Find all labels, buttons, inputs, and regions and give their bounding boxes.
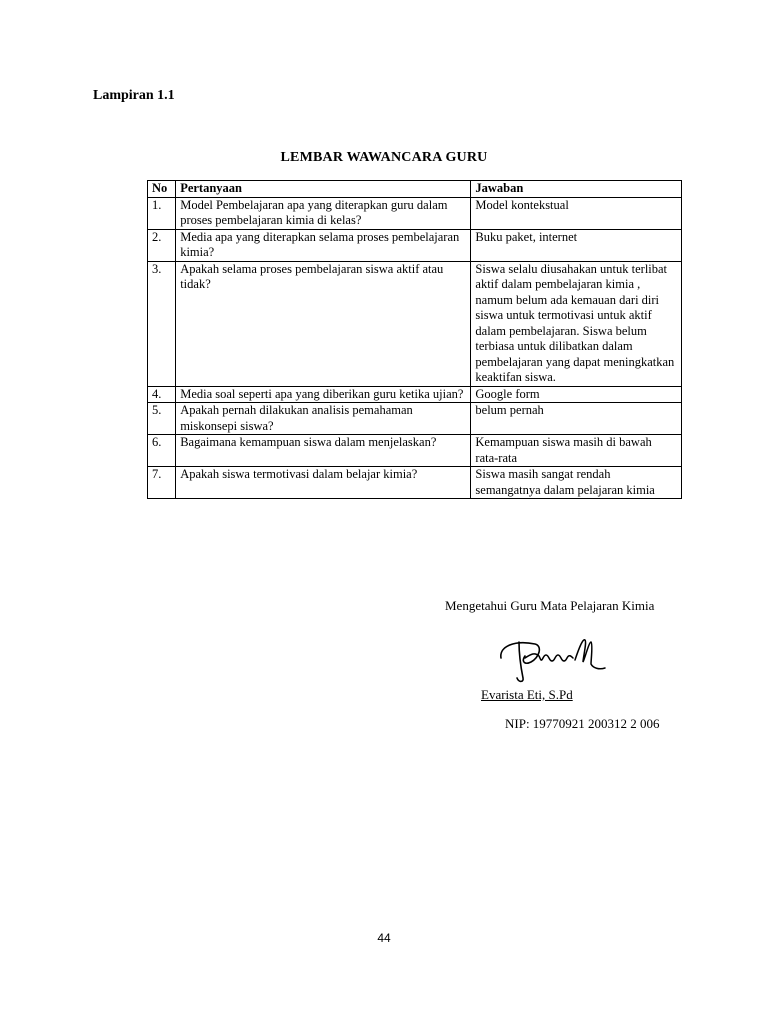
table-row: [148, 386, 682, 403]
signatory-name: Evarista Eti, S.Pd: [481, 687, 573, 702]
row-answer: Kemampuan siswa masih di bawah rata-rata: [471, 435, 682, 467]
row-answer: Model kontekstual: [471, 197, 682, 229]
row-number: 7.: [148, 467, 176, 499]
table-row: [148, 261, 682, 386]
row-answer: Siswa selalu diusahakan untuk terlibat aktif dalam pembelajaran kimia , namum belum ada kemauan dari diri siswa untuk termotivasi untuk aktif dalam pembelajaran. Siswa belum terbiasa untuk dilibatkan dalam pembelajaran yang dapat meningkatkan keaktifan siswa.: [471, 261, 682, 386]
table-row: [148, 435, 682, 467]
page-number: 44: [377, 931, 391, 945]
row-answer: Buku paket, internet: [471, 229, 682, 261]
row-number: 2.: [148, 229, 176, 261]
table-row: [148, 197, 682, 229]
row-question: Media soal seperti apa yang diberikan guru ketika ujian?: [176, 386, 471, 403]
signature-acknowledgement: Mengetahui Guru Mata Pelajaran Kimia: [445, 598, 655, 613]
table-row: [148, 229, 682, 261]
table-row: [148, 403, 682, 435]
signatory-nip: NIP: 19770921 200312 2 006: [505, 716, 660, 731]
row-number: 3.: [148, 261, 176, 386]
row-number: 5.: [148, 403, 176, 435]
row-answer: belum pernah: [471, 403, 682, 435]
document-title: LEMBAR WAWANCARA GURU: [280, 150, 488, 165]
table-header-row: [148, 181, 682, 198]
row-question: Bagaimana kemampuan siswa dalam menjelaskan?: [176, 435, 471, 467]
interview-table: [147, 180, 682, 499]
header-no: No: [148, 181, 176, 198]
row-number: 1.: [148, 197, 176, 229]
row-answer: Google form: [471, 386, 682, 403]
header-question: Pertanyaan: [176, 181, 471, 198]
row-question: Apakah selama proses pembelajaran siswa aktif atau tidak?: [176, 261, 471, 386]
row-question: Media apa yang diterapkan selama proses pembelajaran kimia?: [176, 229, 471, 261]
row-question: Apakah pernah dilakukan analisis pemahaman miskonsepi siswa?: [176, 403, 471, 435]
attachment-label: Lampiran 1.1: [93, 88, 175, 103]
row-number: 6.: [148, 435, 176, 467]
row-number: 4.: [148, 386, 176, 403]
table-row: [148, 467, 682, 499]
header-answer: Jawaban: [471, 181, 682, 198]
row-question: Model Pembelajaran apa yang diterapkan guru dalam proses pembelajaran kimia di kelas?: [176, 197, 471, 229]
row-answer: Siswa masih sangat rendah semangatnya dalam pelajaran kimia: [471, 467, 682, 499]
row-question: Apakah siswa termotivasi dalam belajar kimia?: [176, 467, 471, 499]
handwritten-signature-image: [495, 628, 610, 688]
